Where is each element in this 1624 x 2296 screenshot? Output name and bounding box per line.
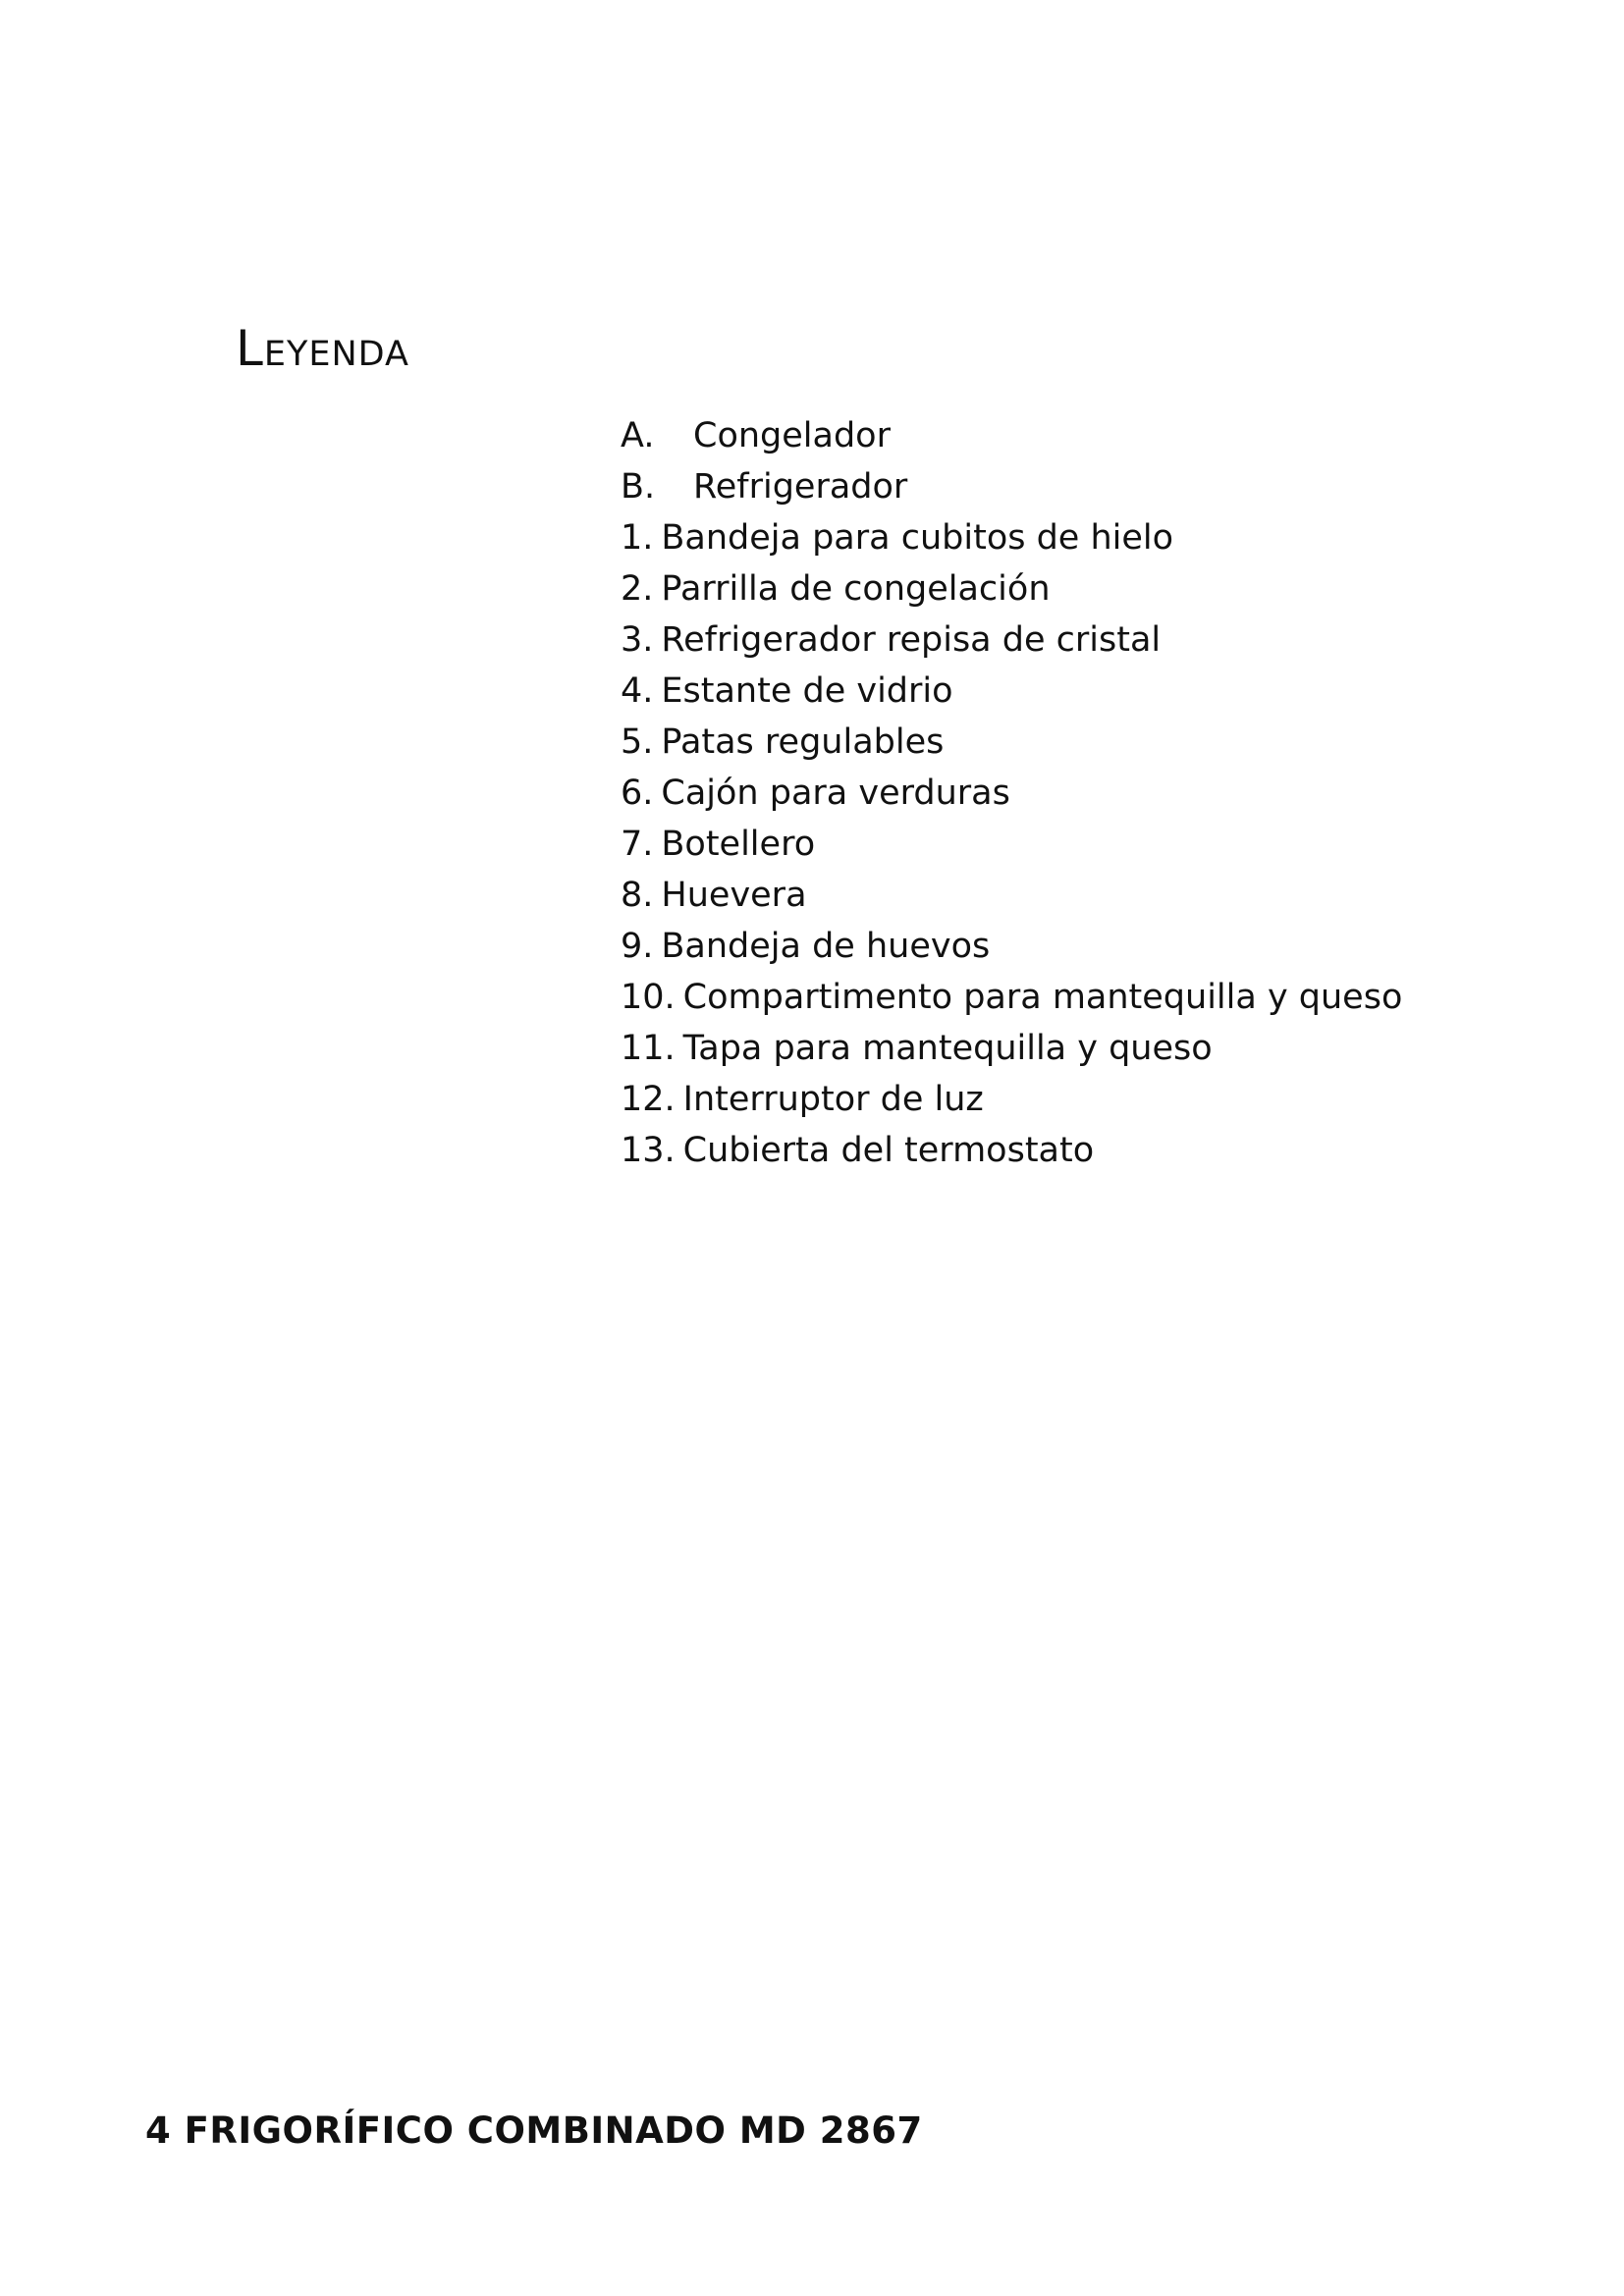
legend-item [621, 461, 1402, 512]
legend-item [621, 1074, 1402, 1125]
legend-list [621, 410, 1402, 1176]
legend-key: 1. [621, 518, 654, 558]
legend-key: 13. [621, 1131, 676, 1170]
legend-label: Refrigerador [693, 467, 908, 507]
legend-label: Estante de vidrio [661, 671, 953, 711]
page-number: 4 [145, 2109, 172, 2152]
legend-label: Bandeja para cubitos de hielo [661, 518, 1174, 558]
legend-key: B. [621, 467, 656, 507]
legend-label: Interruptor de luz [682, 1080, 984, 1119]
legend-key: 11. [621, 1029, 676, 1068]
page-footer [145, 2109, 923, 2152]
legend-label: Patas regulables [661, 722, 945, 762]
legend-label: Refrigerador repisa de cristal [661, 620, 1162, 660]
legend-key: 12. [621, 1080, 676, 1119]
legend-key: 2. [621, 569, 654, 609]
legend-item [621, 819, 1402, 870]
document-title: FRIGORÍFICO COMBINADO MD 2867 [184, 2109, 923, 2152]
legend-item [621, 410, 1402, 461]
legend-item [621, 1125, 1402, 1176]
legend-key: 6. [621, 774, 654, 813]
legend-key: 8. [621, 876, 654, 915]
legend-item [621, 972, 1402, 1023]
legend-item [621, 921, 1402, 972]
legend-item [621, 512, 1402, 563]
legend-key: 10. [621, 978, 676, 1017]
legend-item [621, 614, 1402, 666]
legend-key: 7. [621, 825, 654, 864]
legend-key: 5. [621, 722, 654, 762]
section-heading: Leyenda [236, 320, 409, 377]
legend-key: 9. [621, 927, 654, 966]
legend-item [621, 717, 1402, 768]
legend-label: Cajón para verduras [661, 774, 1010, 813]
legend-item [621, 870, 1402, 921]
legend-label: Botellero [661, 825, 816, 864]
legend-label: Parrilla de congelación [661, 569, 1051, 609]
legend-label: Huevera [661, 876, 807, 915]
legend-label: Tapa para mantequilla y queso [682, 1029, 1213, 1068]
legend-item [621, 666, 1402, 717]
legend-label: Cubierta del termostato [682, 1131, 1095, 1170]
legend-label: Bandeja de huevos [661, 927, 991, 966]
legend-label: Congelador [693, 416, 891, 455]
legend-key: 4. [621, 671, 654, 711]
legend-item [621, 1023, 1402, 1074]
legend-key: 3. [621, 620, 654, 660]
legend-key: A. [621, 416, 655, 455]
legend-item [621, 768, 1402, 819]
legend-item [621, 563, 1402, 614]
legend-label: Compartimento para mantequilla y queso [682, 978, 1403, 1017]
